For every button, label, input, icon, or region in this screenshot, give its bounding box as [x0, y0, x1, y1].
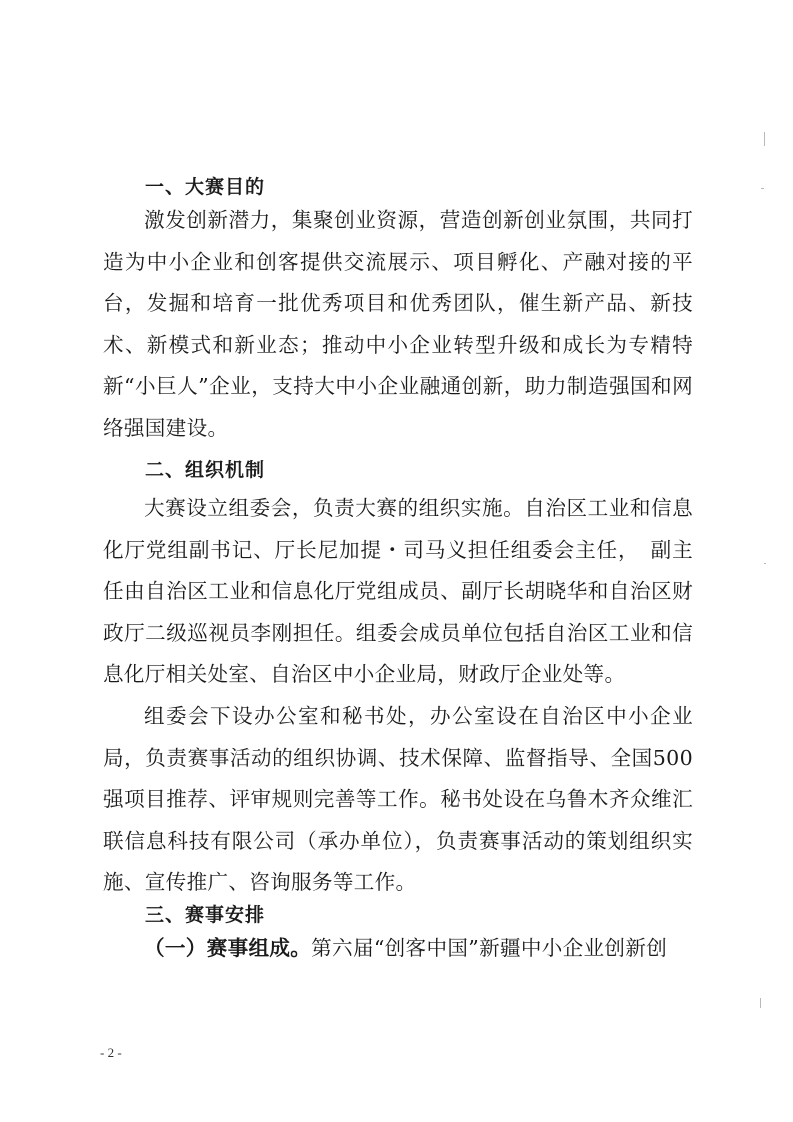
composition-text: 第六届“创客中国”新疆中小企业创新创	[311, 936, 668, 960]
composition-lead: （一）赛事组成。	[144, 936, 312, 960]
scan-mark	[764, 132, 765, 146]
section-heading-goal: 一、大赛目的	[145, 176, 266, 198]
scan-mark	[764, 563, 766, 564]
section-heading-schedule: 三、赛事安排	[145, 904, 266, 926]
paragraph-schedule-composition	[103, 928, 693, 970]
paragraph-goal: 激发创新潜力，集聚创业资源，营造创新创业氛围，共同打造为中小企业和创客提供交流展示、项目孵化、产融对接的平台，发掘和培育一批优秀项目和优秀团队，催生新产品、新技术、新模式和新业态；推动中小企业转型升级和成长为专精特新“小巨人”企业，支持大中小企业融通创新，助力制造强国和网络强国建设。	[103, 208, 693, 440]
page-number: - 2 -	[100, 1045, 122, 1060]
section-heading-org: 二、组织机制	[145, 459, 266, 481]
paragraph-org-office: 组委会下设办公室和秘书处，办公室设在自治区中小企业局，负责赛事活动的组织协调、技术保障、监督指导、全国500强项目推荐、评审规则完善等工作。秘书处设在乌鲁木齐众维汇联信息科技有限公司（承办单位），负责赛事活动的策划组织实施、宣传推广、咨询服务等工作。	[103, 704, 693, 894]
scan-mark	[760, 998, 761, 1008]
paragraph-org-committee: 大赛设立组委会，负责大赛的组织实施。自治区工业和信息化厅党组副书记、厅长尼加提・司马义担任组委会主任， 副主任由自治区工业和信息化厅党组成员、副厅长胡晓华和自治区财政厅二级巡视员李刚担任。组委会成员单位包括自治区工业和信息化厅相关处室、自治区中小企业局，财政厅企业处等。	[103, 496, 693, 686]
scan-mark	[761, 188, 764, 189]
